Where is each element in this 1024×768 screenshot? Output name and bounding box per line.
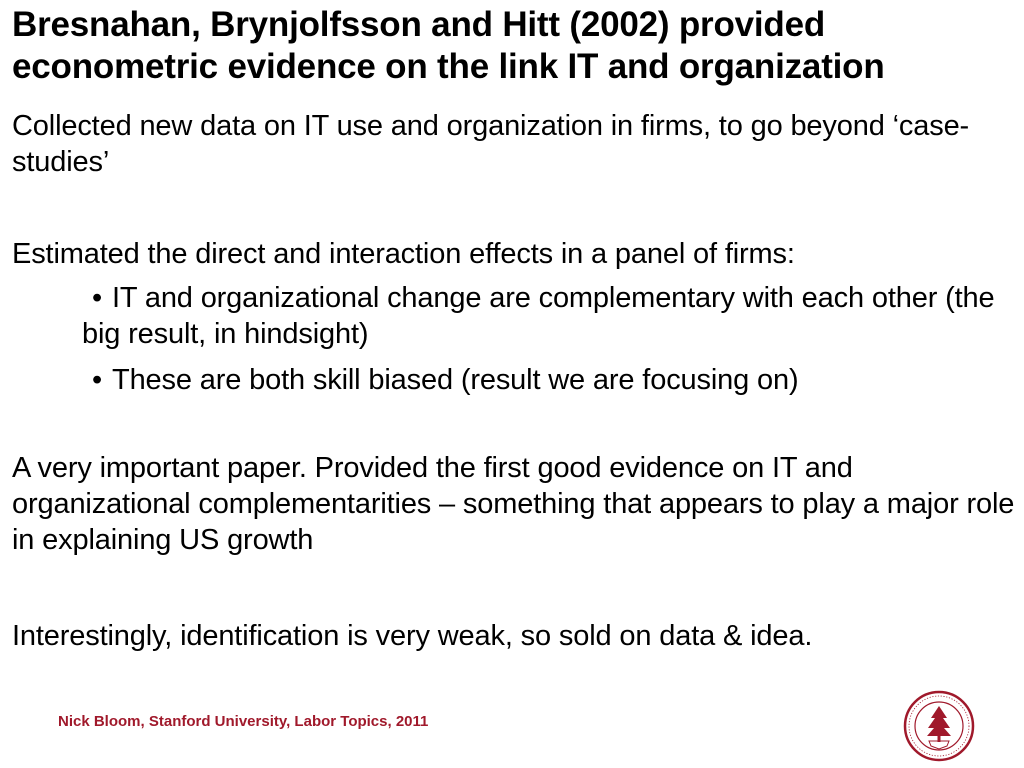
footer-credit: Nick Bloom, Stanford University, Labor Topics, 2011	[58, 713, 429, 730]
slide-body	[12, 108, 1020, 654]
body-paragraph-estimation: Estimated the direct and interaction effects in a panel of firms:	[12, 238, 795, 270]
bullet-item-complementarity	[82, 280, 1020, 352]
paragraph-spacer	[12, 180, 1020, 236]
bullet-glyph: •	[91, 364, 102, 396]
body-paragraph-data-collection: Collected new data on IT use and organization in firms, to go beyond ‘case-studies’	[12, 110, 970, 178]
stanford-seal-icon	[903, 690, 975, 762]
slide-title	[12, 4, 1022, 88]
slide-title-line-2: econometric evidence on the link IT and organization	[12, 47, 885, 86]
bullet-item-skill-bias	[82, 362, 1020, 398]
bullet-glyph: •	[91, 282, 102, 314]
bullet-text: IT and organizational change are complementary with each other (the big result, in hindsight)	[82, 282, 995, 350]
paragraph-spacer	[12, 408, 1020, 450]
results-bullet-list	[12, 280, 1020, 398]
bullet-text: These are both skill biased (result we are focusing on)	[112, 364, 799, 396]
slide-title-line-1: Bresnahan, Brynjolfsson and Hitt (2002) provided	[12, 5, 826, 44]
paragraph-spacer	[12, 558, 1020, 618]
body-paragraph-importance: A very important paper. Provided the first good evidence on IT and organizational complementarities – something that appears to play a major role in explaining US growth	[12, 452, 1015, 556]
body-paragraph-identification: Interestingly, identification is very weak, so sold on data & idea.	[12, 620, 813, 652]
